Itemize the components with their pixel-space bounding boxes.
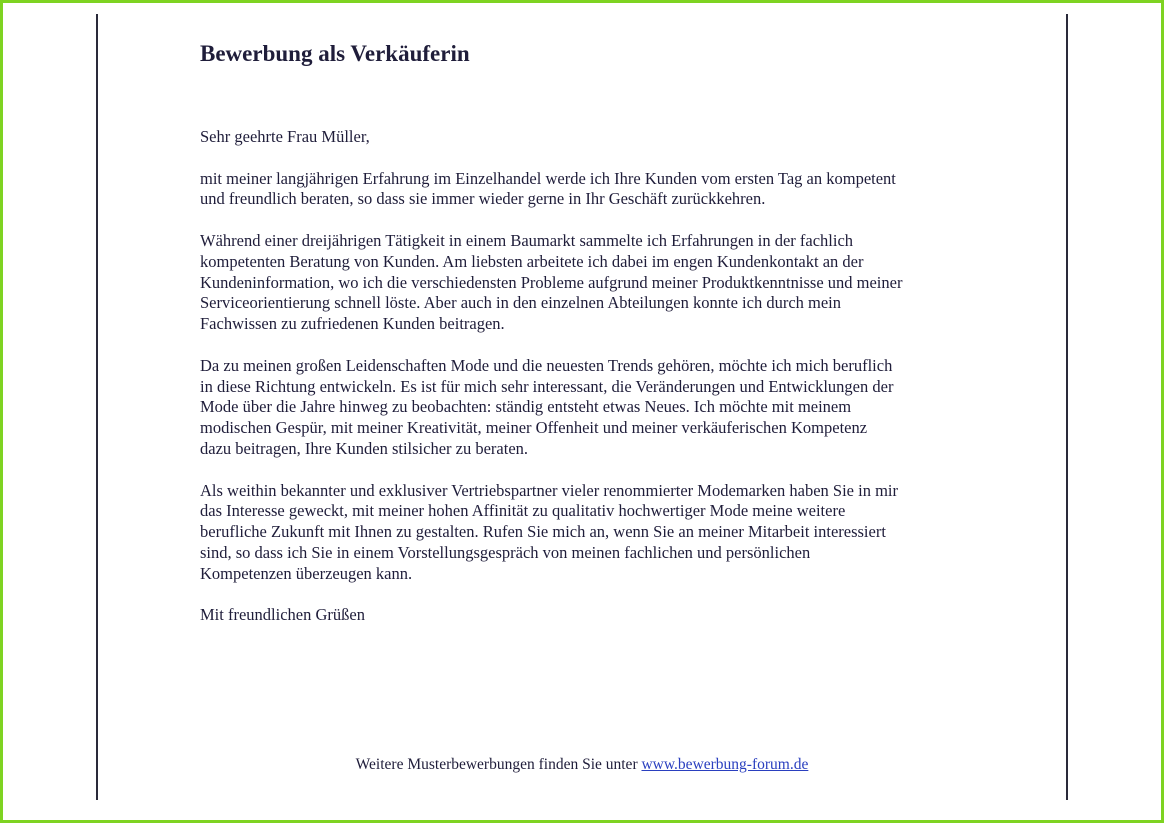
letter-body: [200, 38, 980, 626]
text-line: Fachwissen zu zufriedenen Kunden beitragen.: [200, 314, 505, 334]
text-line: Während einer dreijährigen Tätigkeit in einem Baumarkt sammelte ich Erfahrungen in der fachlich: [200, 230, 854, 250]
footer-text: Weitere Musterbewerbungen finden Sie unter: [355, 756, 638, 773]
paragraph-2: [200, 231, 980, 335]
text-line: berufliche Zukunft mit Ihnen zu gestalten. Rufen Sie mich an, wenn Sie an meiner Mitarbeit interessiert: [200, 522, 886, 542]
letter-title: Bewerbung als Verkäuferin: [200, 41, 470, 66]
text-line: Kompetenzen überzeugen kann.: [200, 563, 413, 583]
text-line: kompetenten Beratung von Kunden. Am liebsten arbeitete ich dabei im engen Kundenkontakt an der: [200, 251, 864, 271]
right-margin-rule: [1066, 14, 1068, 800]
text-line: Serviceorientierung schnell löste. Aber auch in den einzelnen Abteilungen konnte ich durch mein: [200, 293, 842, 313]
text-line: das Interesse geweckt, mit meiner hohen Affinität zu qualitativ hochwertiger Mode meine weitere: [200, 501, 846, 521]
text-line: mit meiner langjährigen Erfahrung im Einzelhandel werde ich Ihre Kunden vom ersten Tag an kompetent: [200, 168, 896, 188]
closing: Mit freundlichen Grüßen: [200, 605, 365, 625]
text-line: dazu beitragen, Ihre Kunden stilsicher zu beraten.: [200, 438, 529, 458]
text-line: Kundeninformation, wo ich die verschiedensten Probleme aufgrund meiner Produktkenntnisse und meiner: [200, 272, 903, 292]
paragraph-1: [200, 169, 980, 211]
text-line: modischen Gespür, mit meiner Kreativität, meiner Offenheit und meiner verkäuferischen Kompetenz: [200, 418, 868, 438]
paragraph-3: [200, 356, 980, 460]
text-line: in diese Richtung entwickeln. Es ist für mich sehr interessant, die Veränderungen und Entwicklungen der: [200, 376, 894, 396]
text-line: Als weithin bekannter und exklusiver Vertriebspartner vieler renommierter Modemarken haben Sie in mir: [200, 480, 898, 500]
salutation: Sehr geehrte Frau Müller,: [200, 127, 370, 146]
footer: [0, 755, 1164, 775]
left-margin-rule: [96, 14, 98, 800]
text-line: und freundlich beraten, so dass sie immer wieder gerne in Ihr Geschäft zurückkehren.: [200, 189, 766, 209]
footer-link[interactable]: www.bewerbung-forum.de: [641, 756, 809, 773]
paragraph-4: [200, 481, 980, 585]
text-line: Da zu meinen großen Leidenschaften Mode und die neuesten Trends gehören, möchte ich mich beruflich: [200, 355, 893, 375]
text-line: Mode über die Jahre hinweg zu beobachten: ständig entsteht etwas Neues. Ich möchte mit meinem: [200, 397, 852, 417]
text-line: sind, so dass ich Sie in einem Vorstellungsgespräch von meinen fachlichen und persönlichen: [200, 542, 811, 562]
